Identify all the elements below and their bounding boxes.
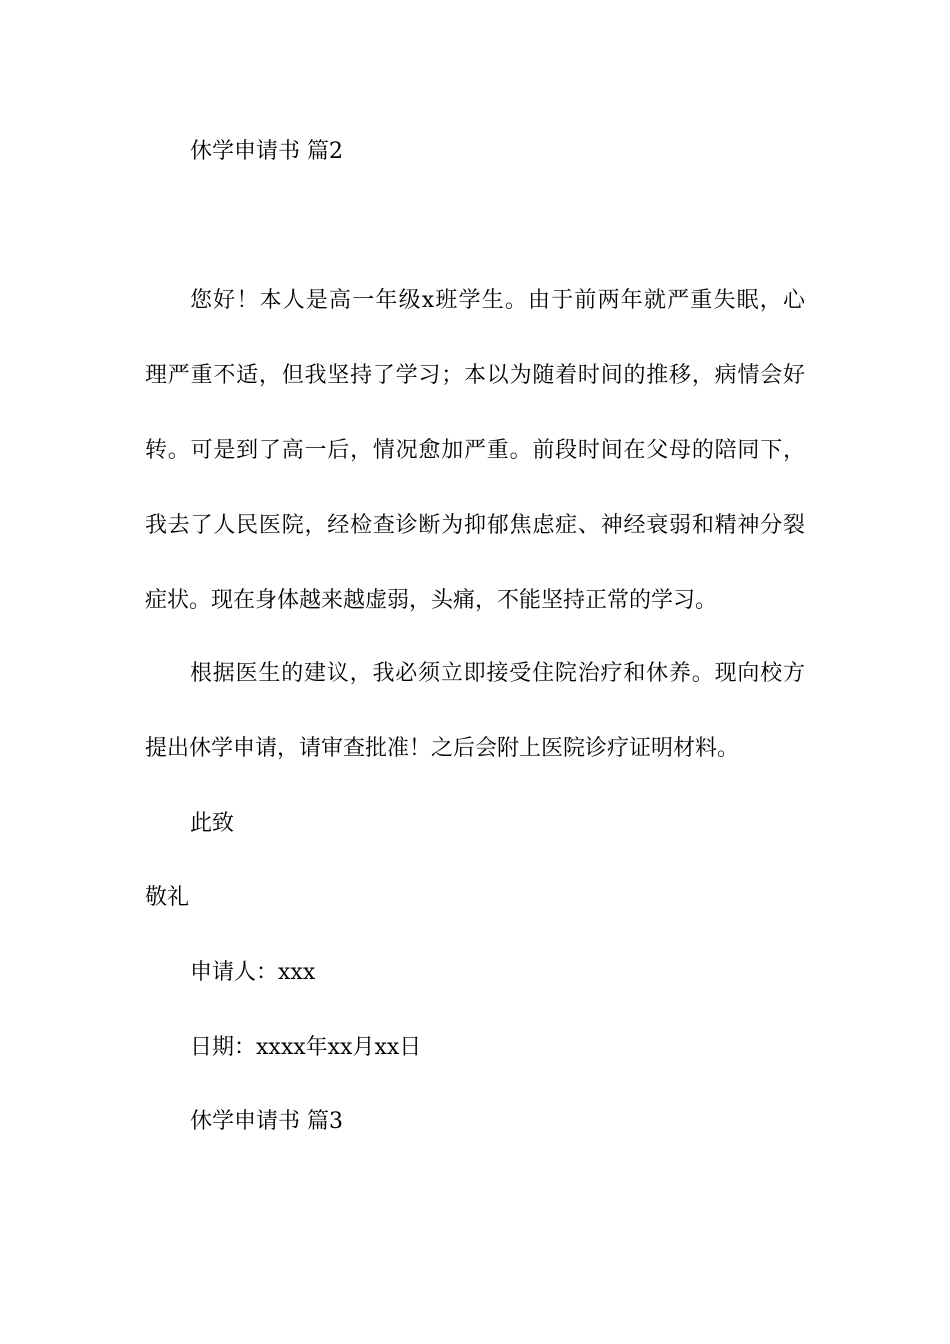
paragraph-1-line-4: 我去了人民医院，经检查诊断为抑郁焦虑症、神经衰弱和精神分裂 [145, 513, 805, 538]
section-heading: 休学申请书 篇2 [190, 139, 343, 164]
paragraph-1-line-2: 理严重不适，但我坚持了学习；本以为随着时间的推移，病情会好 [145, 363, 805, 388]
section-heading: 休学申请书 篇3 [190, 1109, 343, 1134]
date-line: 日期：xxxx年xx月xx日 [190, 1035, 422, 1060]
paragraph-1-line-1: 您好！本人是高一年级x班学生。由于前两年就严重失眠，心 [190, 288, 805, 313]
paragraph-1-line-5: 症状。现在身体越来越虚弱，头痛，不能坚持正常的学习。 [145, 588, 718, 613]
paragraph-2-line-2: 提出休学申请，请审查批准！之后会附上医院诊疗证明材料。 [145, 736, 740, 761]
closing-salutation: 此致 [190, 811, 235, 836]
paragraph-2-line-1: 根据医生的建议，我必须立即接受住院治疗和休养。现向校方 [190, 661, 805, 686]
applicant-line: 申请人：xxx [190, 960, 316, 985]
closing-regards: 敬礼 [145, 885, 190, 910]
paragraph-1-line-3: 转。可是到了高一后，情况愈加严重。前段时间在父母的陪同下， [145, 438, 805, 463]
